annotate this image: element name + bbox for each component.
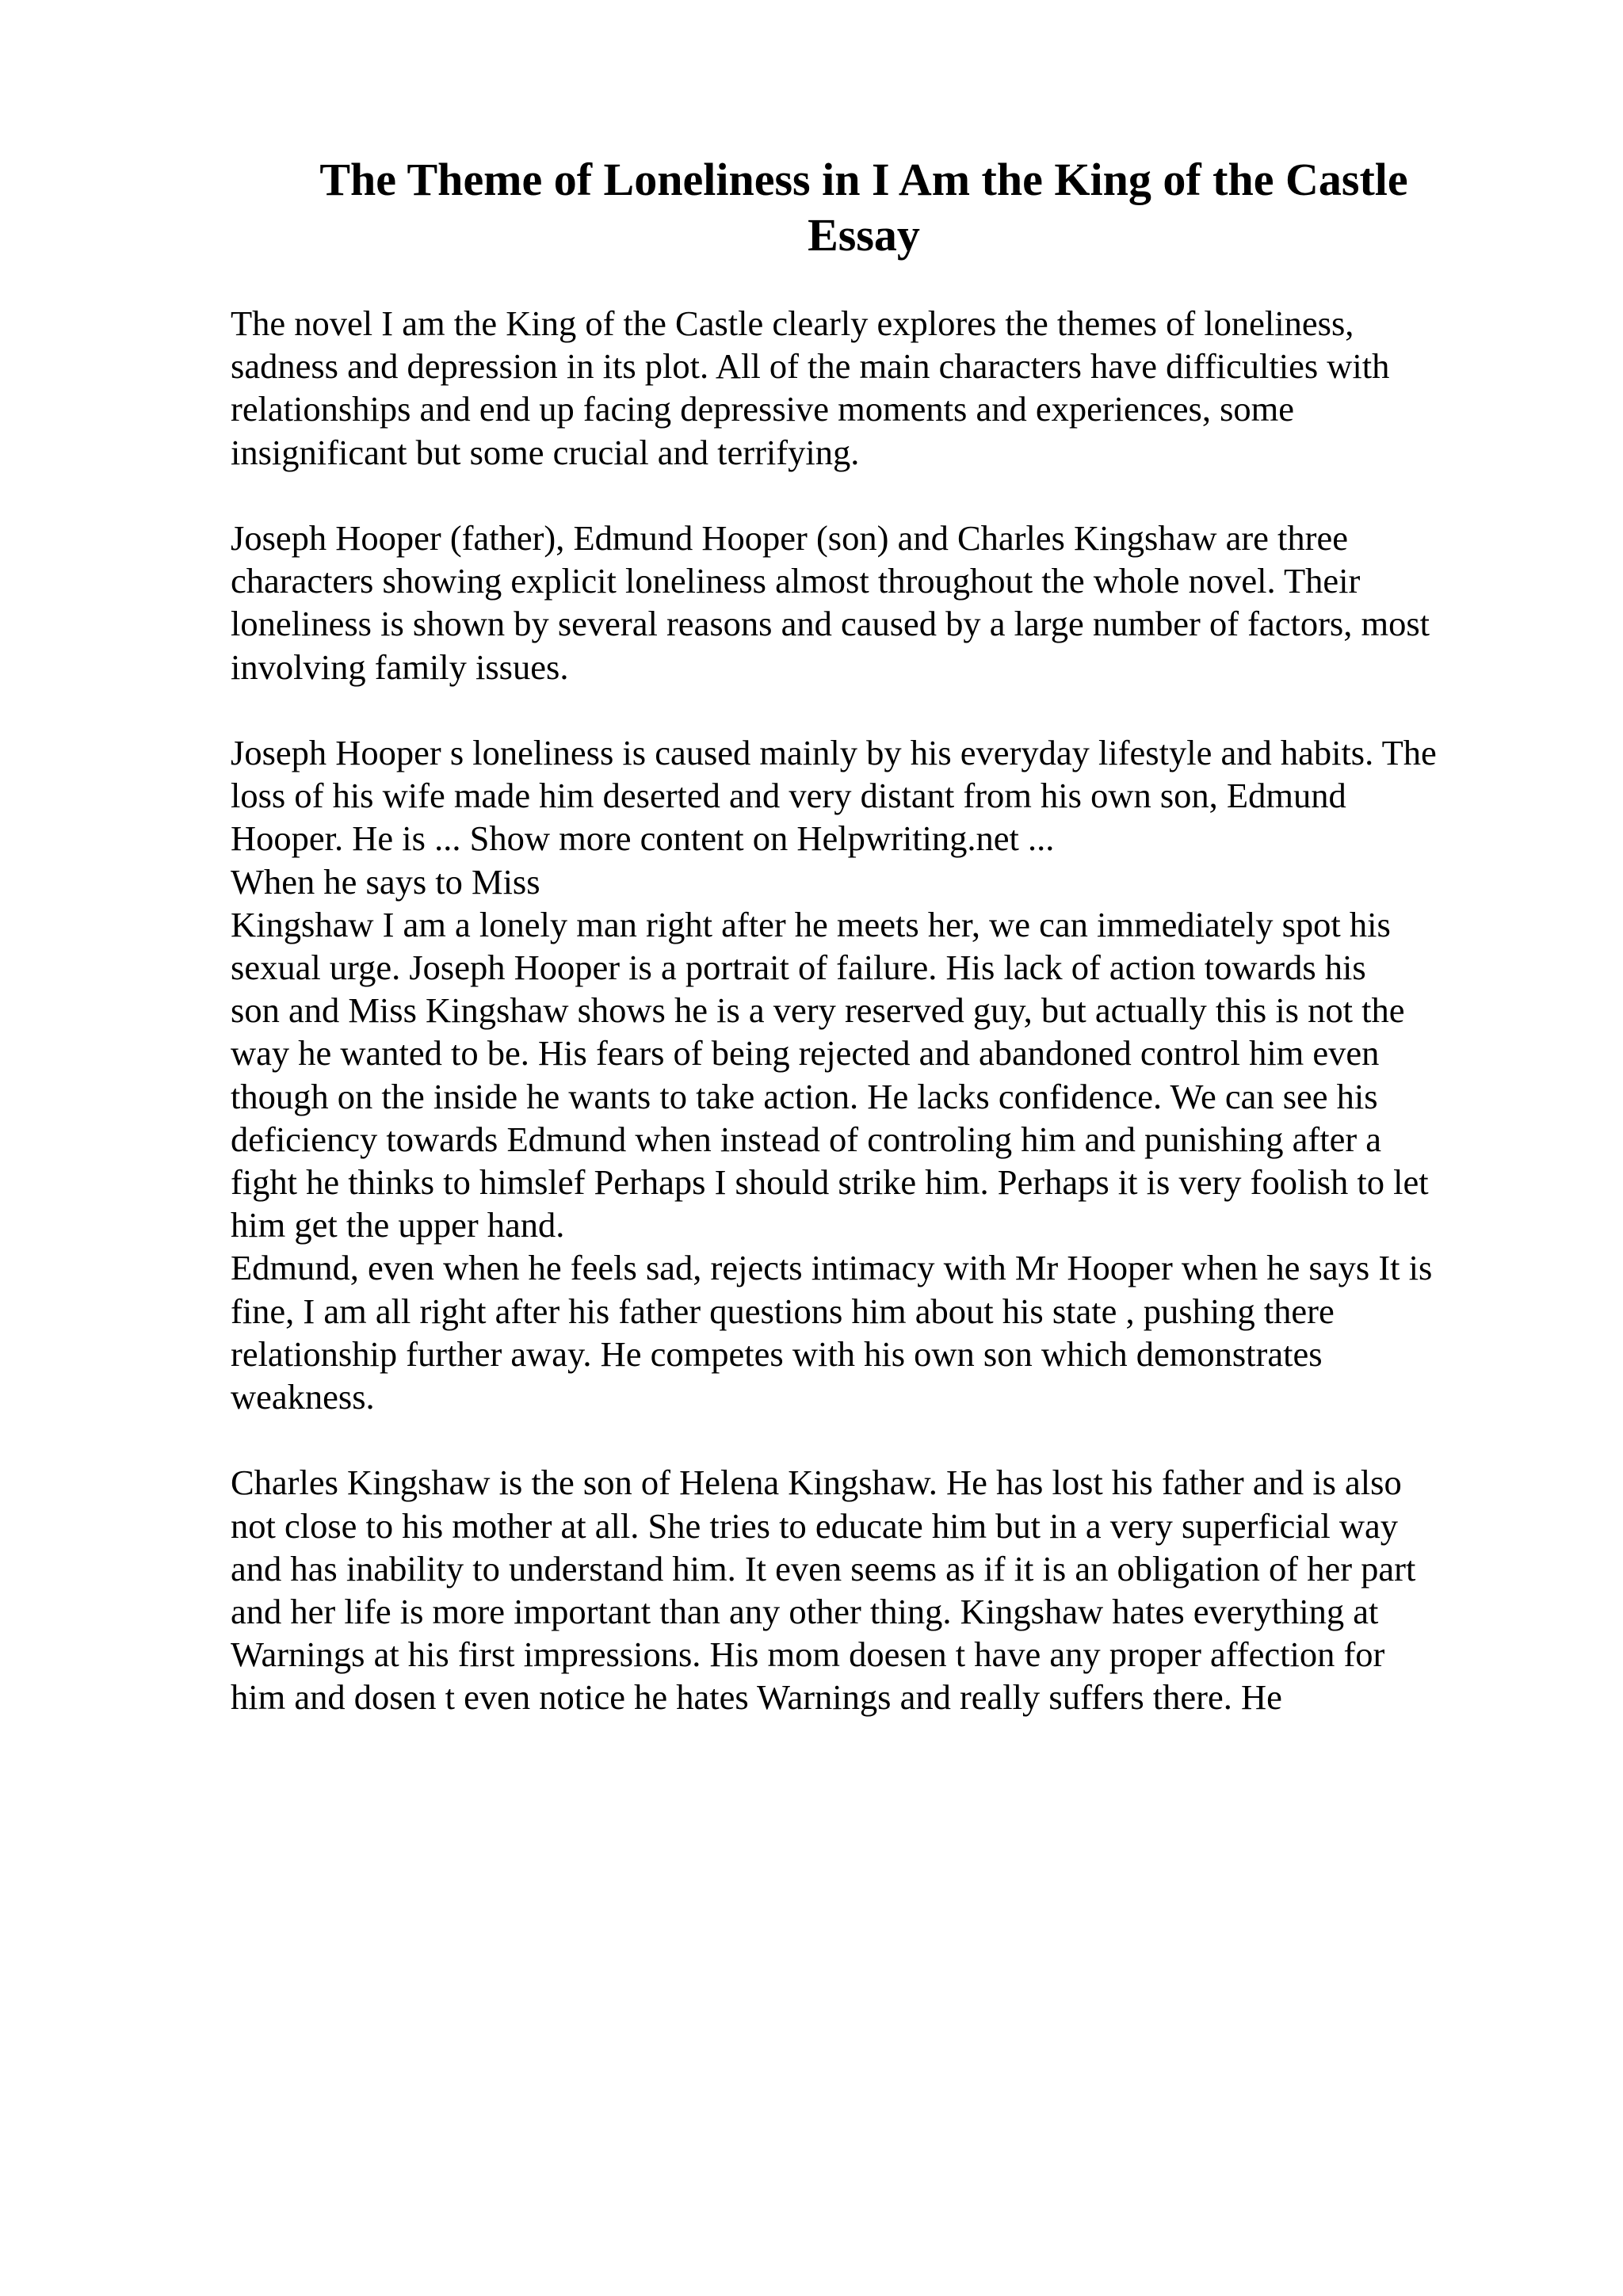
text-line: him and dosen t even notice he hates Warnings and really suffers there. He xyxy=(231,1677,1282,1718)
text-line: fight he thinks to himslef Perhaps I should strike him. Perhaps it is very foolish to let xyxy=(231,1162,1429,1203)
text-line: loneliness is shown by several reasons and caused by a large number of factors, most xyxy=(231,604,1430,644)
text-line: relationships and end up facing depressive moments and experiences, some xyxy=(231,389,1295,429)
text-line: sexual urge. Joseph Hooper is a portrait of failure. His lack of action towards his xyxy=(231,948,1366,988)
text-line: sadness and depression in its plot. All of the main characters have difficulties with xyxy=(231,346,1390,387)
paragraph-gap xyxy=(231,688,1514,731)
text-line: weakness. xyxy=(231,1377,375,1417)
paragraph-gap xyxy=(231,474,1514,517)
text-line: Joseph Hooper s loneliness is caused mainly by his everyday lifestyle and habits. The xyxy=(231,733,1437,772)
text-line: and has inability to understand him. It even seems as if it is an obligation of her part xyxy=(231,1548,1416,1589)
text-line: Warnings at his first impressions. His mom doesen t have any proper affection for xyxy=(231,1634,1385,1675)
text-line: Joseph Hooper (father), Edmund Hooper (son) and Charles Kingshaw are three xyxy=(231,518,1348,558)
paragraph-gap xyxy=(231,1418,1514,1461)
text-line: son and Miss Kingshaw shows he is a very reserved guy, but actually this is not the xyxy=(231,990,1405,1031)
text-line: relationship further away. He competes with his own son which demonstrates xyxy=(231,1333,1323,1374)
paragraph-intro xyxy=(231,302,1514,474)
title-line: Essay xyxy=(808,209,920,261)
text-line: The novel I am the King of the Castle clearly explores the themes of loneliness, xyxy=(231,303,1354,343)
paragraph-characters xyxy=(231,517,1514,688)
text-line: fine, I am all right after his father questions him about his state , pushing there xyxy=(231,1291,1335,1331)
text-line: way he wanted to be. His fears of being rejected and abandoned control him even xyxy=(231,1033,1380,1074)
paragraph-charles-kingshaw xyxy=(231,1461,1514,1718)
essay-body xyxy=(231,302,1514,1719)
text-line: and her life is more important than any other thing. Kingshaw hates everything at xyxy=(231,1592,1379,1632)
text-line: When he says to Miss xyxy=(231,861,540,902)
text-line: Kingshaw I am a lonely man right after he meets her, we can immediately spot his xyxy=(231,904,1391,944)
text-line: involving family issues. xyxy=(231,646,569,687)
text-line: insignificant but some crucial and terrifying. xyxy=(231,432,860,472)
text-line: though on the inside he wants to take action. He lacks confidence. We can see his xyxy=(231,1076,1378,1116)
text-line: characters showing explicit loneliness almost throughout the whole novel. Their xyxy=(231,561,1361,601)
text-line: Hooper. He is ... Show more content on Helpwriting.net ... xyxy=(231,818,1055,859)
text-line: not close to his mother at all. She tries to educate him but in a very superficial way xyxy=(231,1505,1399,1546)
text-line: Edmund, even when he feels sad, rejects intimacy with Mr Hooper when he says It is xyxy=(231,1248,1433,1288)
text-line: Charles Kingshaw is the son of Helena Kingshaw. He has lost his father and is also xyxy=(231,1463,1402,1503)
essay-title xyxy=(230,152,1498,263)
text-line: him get the upper hand. xyxy=(231,1205,565,1245)
text-line: deficiency towards Edmund when instead of controling him and punishing after a xyxy=(231,1119,1382,1159)
text-line: loss of his wife made him deserted and very distant from his own son, Edmund xyxy=(231,776,1346,816)
paragraph-joseph-hooper xyxy=(231,731,1514,1418)
title-line: The Theme of Loneliness in I Am the King of the Castle xyxy=(319,154,1408,205)
